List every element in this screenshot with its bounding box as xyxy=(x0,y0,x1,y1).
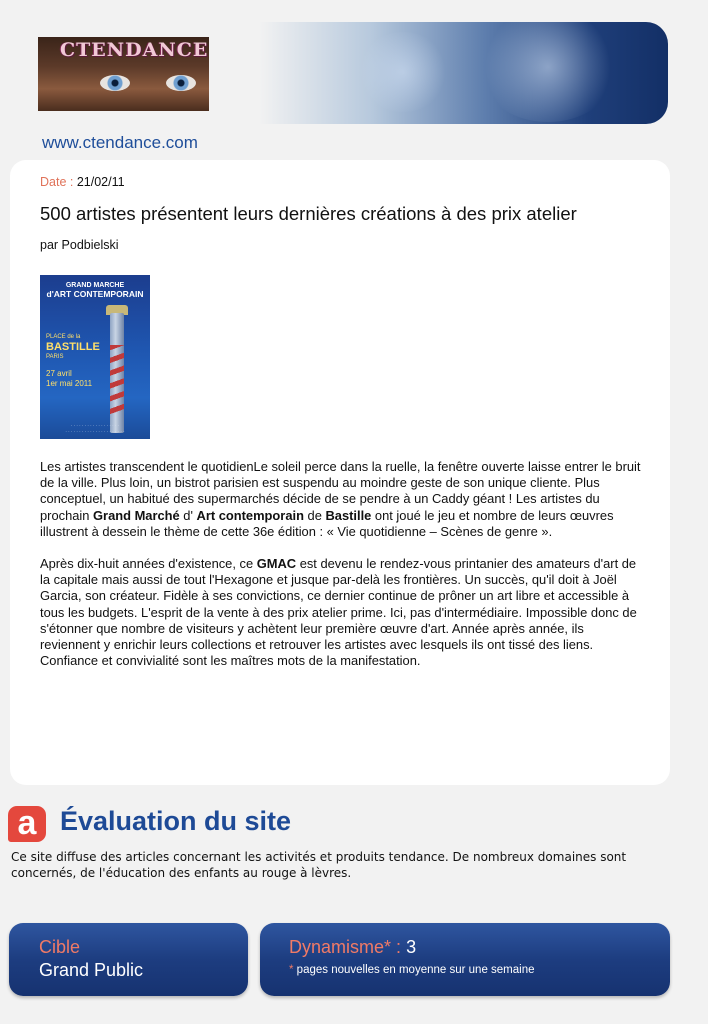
article-paragraph xyxy=(40,556,646,669)
poster-title-line2: d'ART CONTEMPORAIN xyxy=(46,289,144,299)
article-date xyxy=(40,175,125,189)
cible-value: Grand Public xyxy=(39,960,144,980)
banner-glow xyxy=(358,32,448,112)
bold-term: Bastille xyxy=(325,507,372,523)
poster-dates xyxy=(46,369,92,389)
site-url-link[interactable]: www.ctendance.com xyxy=(42,133,198,152)
banner-glow xyxy=(478,22,618,122)
paragraph-text: de xyxy=(303,507,326,523)
bold-term: Grand Marché xyxy=(93,507,180,523)
dynamisme-note-star: * xyxy=(289,964,294,976)
site-logo[interactable] xyxy=(38,37,209,111)
dynamisme-label-line xyxy=(289,937,416,958)
poster-title xyxy=(40,281,150,299)
poster-fineprint: · · · · · · · · · · · · · · · · · · · · · · · · · · · · · · · · · · · · · · · · xyxy=(65,423,125,434)
paragraph-text: d' xyxy=(179,507,197,523)
paragraph-text: Les artistes transcendent le quotidienLe soleil perce dans la ruelle, la fenêtre ouverte laisse entrer le bruit de la ville. Plus loin, un bistrot parisien est suspendu au moindre geste de son unique cliente. Plus conceptuel, un habitué des supermarchés décide de se pendre à un Caddy géant ! Les artistes du prochain xyxy=(40,459,641,523)
dynamisme-star: * xyxy=(384,937,392,957)
dynamisme-note xyxy=(289,964,535,976)
article-title: 500 artistes présentent leurs dernières créations à des prix atelier xyxy=(40,203,577,224)
cible-label: Cible xyxy=(39,937,81,957)
poster-place-small: PLACE de la xyxy=(46,334,81,340)
bold-term: Art contemporain xyxy=(196,507,304,523)
logo-text: CTENDANCE xyxy=(60,39,209,61)
logo-eye-icon xyxy=(100,75,130,91)
article-paragraph xyxy=(40,459,646,540)
article-byline: par Podbielski xyxy=(40,238,119,252)
poster-title-line1: GRAND MARCHE xyxy=(65,282,125,289)
dynamisme-label: Dynamisme xyxy=(289,937,385,957)
evaluation-description: Ce site diffuse des articles concernant les activités et produits tendance. De nombreux domaines sont concernés, de l'éducation des enfants au rouge à lèvres. xyxy=(11,850,627,880)
date-label: Date : xyxy=(40,175,74,189)
poster-date-from: 27 avril xyxy=(46,369,72,378)
cible-box xyxy=(9,923,248,996)
dynamisme-separator: : xyxy=(391,937,407,957)
paragraph-text: Après dix-huit années d'existence, ce xyxy=(40,556,257,572)
article-card xyxy=(10,160,670,785)
evaluation-title: Évaluation du site xyxy=(60,806,292,836)
paragraph-text: ont joué le jeu et nombre de leurs œuvres illustrent à dessein le thème de cette 36e édition : « Vie quotidienne – Scènes de genre ». xyxy=(40,507,614,539)
logo-eye-icon xyxy=(166,75,196,91)
bold-term: GMAC xyxy=(256,556,297,572)
evaluation-icon-letter: a xyxy=(17,804,37,842)
article-body xyxy=(40,459,646,685)
poster-date-to: 1er mai 2011 xyxy=(46,379,93,388)
evaluation-a-icon xyxy=(8,806,46,842)
dynamisme-note-text: pages nouvelles en moyenne sur une semaine xyxy=(293,964,535,976)
poster-city: PARIS xyxy=(46,354,64,360)
dynamisme-value: 3 xyxy=(406,937,417,957)
paragraph-text: est devenu le rendez-vous printanier des amateurs d'art de la capitale mais aussi de tout l'Hexagone et jusque par-delà les frontières. Un succès, qu'il doit à Joël Garcia, son créateur. Fidèle à ses convictions, ce dernier continue de prôner un art libre et accessible à tous les budgets. L'esprit de la vente à des prix atelier prime. Ici, pas d'intermédiaire. Impossible donc de s'étonner que nombre de visiteurs y achètent leur première œuvre d'art. Année après année, ils reviennent y enrichir leurs collections et retrouver les artistes avec lesquels ils ont tissé des liens. Confiance et convivialité sont les maîtres mots de la manifestation. xyxy=(40,556,637,669)
dynamisme-box xyxy=(260,923,670,996)
date-value: 21/02/11 xyxy=(76,175,125,189)
column-decoration xyxy=(110,345,124,415)
poster-place xyxy=(46,333,100,361)
article-poster-image xyxy=(40,275,150,439)
poster-place-big: BASTILLE xyxy=(46,341,100,353)
